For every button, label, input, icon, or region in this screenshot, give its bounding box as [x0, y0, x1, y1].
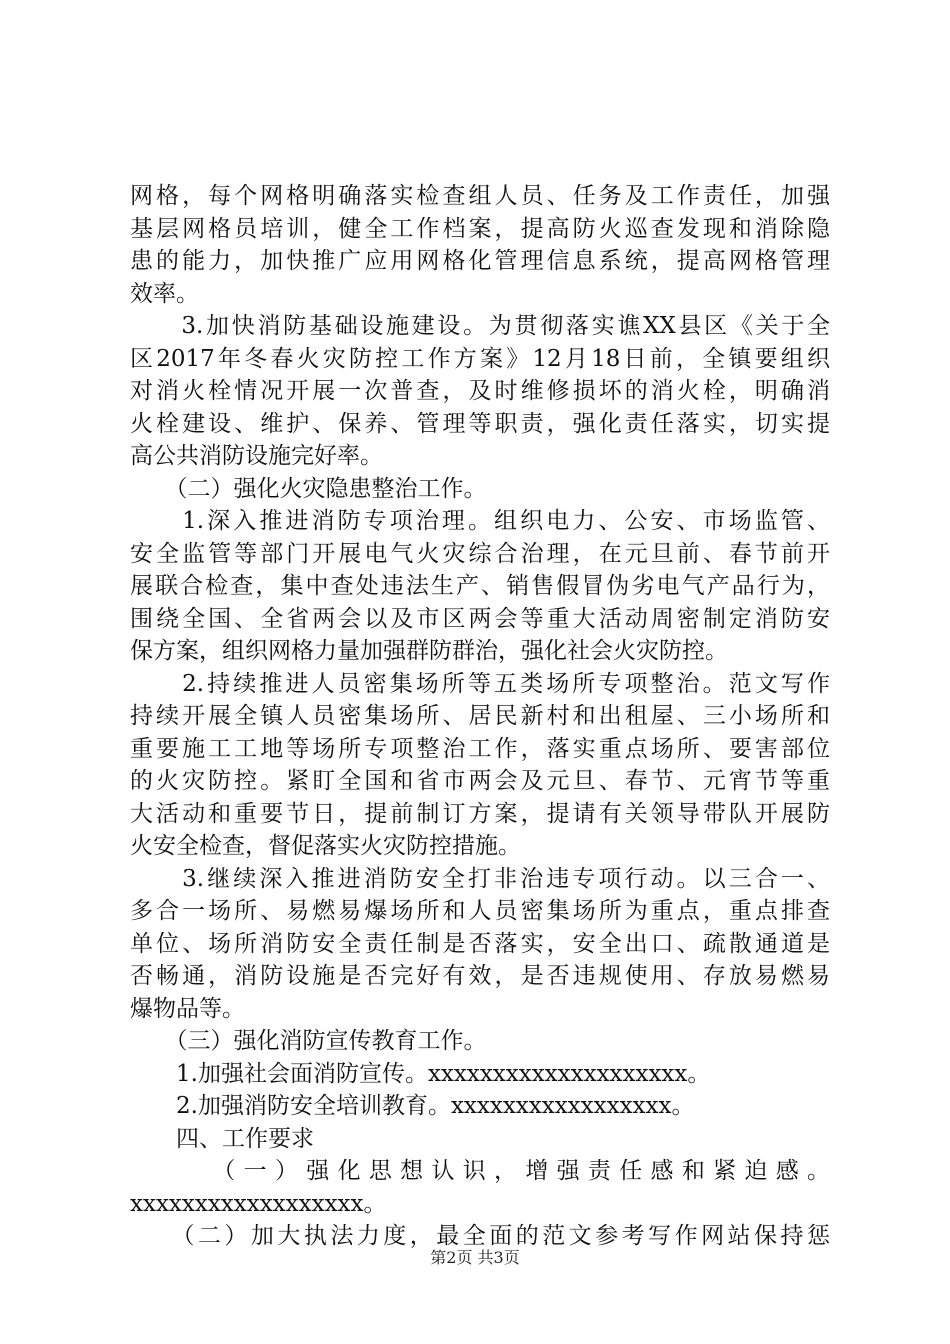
text-line: 围绕全国、全省两会以及市区两会等重大活动周密制定消防安	[130, 605, 830, 632]
page-footer: 第2页 共3页	[430, 1248, 520, 1267]
text-line: 爆物品等。	[130, 995, 245, 1022]
text-line: （三）强化消防宣传教育工作。	[130, 1028, 487, 1054]
text-line: 对消火栓情况开展一次普查，及时维修损坏的消火栓，明确消	[130, 378, 830, 404]
text-line: 2.加强消防安全培训教育。xxxxxxxxxxxxxxxxx。	[130, 1093, 695, 1119]
text-line: 3.加快消防基础设施建设。为贯彻落实谯XX县区《关于全	[130, 313, 830, 339]
text-line: 火栓建设、维护、保养、管理等职责，强化责任落实，切实提	[130, 410, 830, 437]
text-line: 3.继续深入推进消防安全打非治违专项行动。以三合一、	[130, 865, 830, 892]
text-line: 高公共消防设施完好率。	[130, 443, 383, 469]
text-line: 的火灾防控。紧盯全国和省市两会及元旦、春节、元宵节等重	[130, 768, 830, 794]
text-line: 持续开展全镇人员密集场所、居民新村和出租屋、三小场所和	[130, 703, 830, 729]
text-line: 基层网格员培训，健全工作档案，提高防火巡查发现和消除隐	[130, 215, 830, 242]
text-line: 四、工作要求	[130, 1125, 314, 1152]
text-line: 网格，每个网格明确落实检查组人员、任务及工作责任，加强	[130, 183, 830, 209]
text-line: 单位、场所消防安全责任制是否落实，安全出口、疏散通道是	[130, 930, 830, 957]
text-line: 2.持续推进人员密集场所等五类场所专项整治。范文写作	[130, 670, 830, 697]
text-line: 安全监管等部门开展电气火灾综合治理，在元旦前、春节前开	[130, 540, 830, 567]
text-line: 区2017年冬春火灾防控工作方案》12月18日前，全镇要组织	[130, 345, 830, 372]
text-line: （二）强化火灾隐患整治工作。	[130, 475, 487, 502]
document-body	[130, 180, 830, 1253]
text-line: 多合一场所、易燃易爆场所和人员密集场所为重点，重点排查	[130, 898, 830, 924]
text-line: 重要施工工地等场所专项整治工作，落实重点场所、要害部位	[130, 735, 830, 762]
text-line: 大活动和重要节日，提前制订方案，提请有关领导带队开展防	[130, 800, 830, 827]
text-line: 1.加强社会面消防宣传。xxxxxxxxxxxxxxxxxxxx。	[130, 1060, 711, 1087]
text-line: （二）加大执法力度，最全面的范文参考写作网站保持惩	[130, 1223, 830, 1249]
text-line: （一）强化思想认识，增强责任感和紧迫感。	[130, 1158, 830, 1184]
text-line: 保方案，组织网格力量加强群防群治，强化社会火灾防控。	[130, 638, 728, 664]
text-line: xxxxxxxxxxxxxxxxxx。	[130, 1190, 387, 1217]
text-line: 火安全检查，督促落实火灾防控措施。	[130, 833, 521, 859]
text-line: 1.深入推进消防专项治理。组织电力、公安、市场监管、	[130, 508, 830, 534]
text-line: 否畅通，消防设施是否完好有效，是否违规使用、存放易燃易	[130, 963, 830, 989]
text-line: 展联合检查，集中查处违法生产、销售假冒伪劣电气产品行为，	[130, 573, 830, 599]
text-line: 效率。	[130, 280, 199, 307]
text-line: 患的能力，加快推广应用网格化管理信息系统，提高网格管理	[130, 248, 830, 274]
